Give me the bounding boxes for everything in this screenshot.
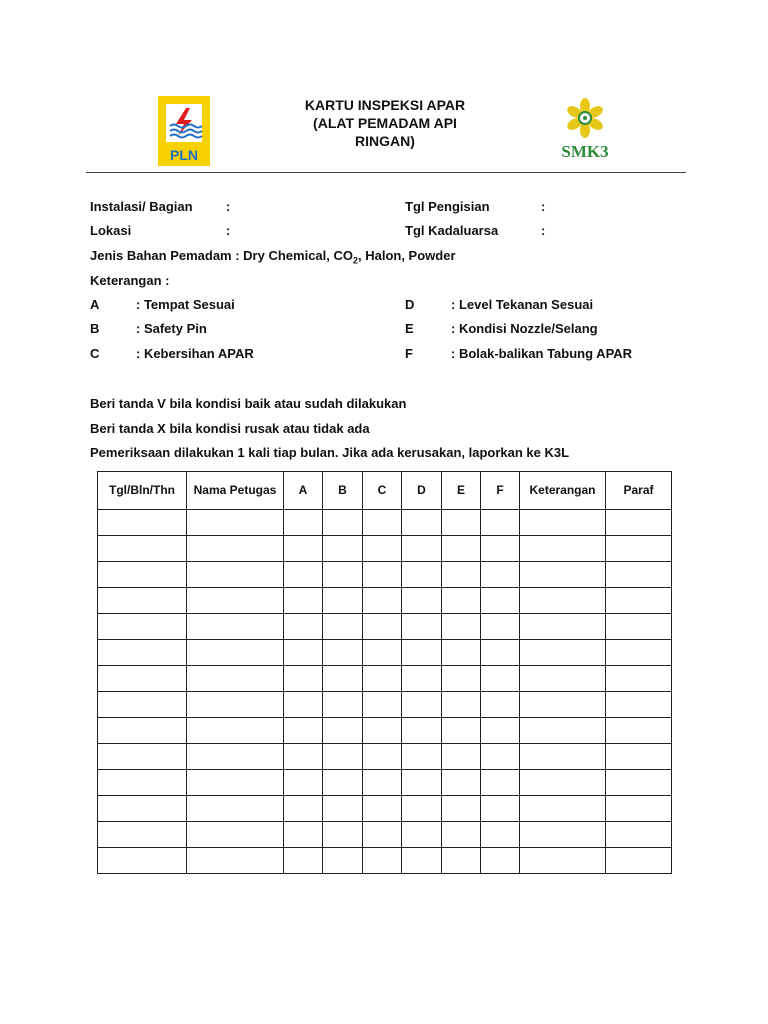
table-body [98,510,672,874]
table-cell[interactable] [323,614,363,640]
inspection-table [97,471,672,874]
header-e: E [442,472,481,510]
table-cell[interactable] [606,770,672,796]
table-cell[interactable] [363,822,402,848]
table-cell[interactable] [481,614,520,640]
header-c: C [363,472,402,510]
table-row [98,510,672,536]
table-cell[interactable] [481,692,520,718]
table-cell[interactable] [606,562,672,588]
table-header-row [98,472,672,510]
legend-code-d: D [405,297,415,312]
table-row [98,692,672,718]
table-cell[interactable] [284,614,323,640]
table-cell[interactable] [606,692,672,718]
table-cell[interactable] [520,718,606,744]
table-cell[interactable] [98,848,187,874]
header-d: D [402,472,442,510]
table-row [98,588,672,614]
table-cell[interactable] [187,614,284,640]
table-cell[interactable] [363,718,402,744]
table-cell[interactable] [402,770,442,796]
jenis-suffix: , Halon, Powder [358,248,456,263]
table-cell[interactable] [402,510,442,536]
smk3-logo-text: SMK3 [561,142,609,160]
table-cell[interactable] [187,536,284,562]
table-cell[interactable] [187,588,284,614]
table-cell[interactable] [284,536,323,562]
table-cell[interactable] [98,692,187,718]
tgl-pengisian-label: Tgl Pengisian [405,199,490,214]
table-cell[interactable] [442,822,481,848]
jenis-prefix: Jenis Bahan Pemadam : Dry Chemical, CO [90,248,353,263]
table-cell[interactable] [323,744,363,770]
table-row [98,536,672,562]
table-cell[interactable] [520,666,606,692]
table-cell[interactable] [402,666,442,692]
table-cell[interactable] [187,718,284,744]
table-cell[interactable] [363,770,402,796]
table-cell[interactable] [606,536,672,562]
table-cell[interactable] [520,510,606,536]
tgl-kadaluarsa-label: Tgl Kadaluarsa [405,223,499,238]
table-cell[interactable] [606,796,672,822]
table-cell[interactable] [363,744,402,770]
table-cell[interactable] [323,848,363,874]
table-cell[interactable] [481,640,520,666]
table-cell[interactable] [98,796,187,822]
legend-text-b: : Safety Pin [136,321,207,336]
legend-text-e: : Kondisi Nozzle/Selang [451,321,598,336]
table-cell[interactable] [363,536,402,562]
table-row [98,796,672,822]
table-cell[interactable] [520,848,606,874]
table-cell[interactable] [481,822,520,848]
table-cell[interactable] [187,796,284,822]
table-cell[interactable] [520,562,606,588]
tgl-kadaluarsa-colon: : [541,223,546,238]
title-line-2: (ALAT PEMADAM API [313,115,457,131]
header-f: F [481,472,520,510]
header-tgl: Tgl/Bln/Thn [98,472,187,510]
table-cell[interactable] [442,770,481,796]
table-cell[interactable] [442,744,481,770]
table-cell[interactable] [284,848,323,874]
table-row [98,718,672,744]
table-cell[interactable] [402,848,442,874]
table-cell[interactable] [98,770,187,796]
table-cell[interactable] [187,666,284,692]
table-cell[interactable] [481,848,520,874]
title-line-3: RINGAN) [355,133,415,149]
table-cell[interactable] [442,848,481,874]
table-cell[interactable] [323,562,363,588]
legend-code-f: F [405,346,413,361]
table-cell[interactable] [481,666,520,692]
table-cell[interactable] [323,822,363,848]
table-cell[interactable] [481,588,520,614]
table-cell[interactable] [442,562,481,588]
table-cell[interactable] [98,588,187,614]
jenis-bahan-pemadam [90,248,456,269]
table-row [98,822,672,848]
table-cell[interactable] [323,666,363,692]
table-cell[interactable] [323,588,363,614]
table-cell[interactable] [363,588,402,614]
legend-code-a: A [90,297,100,312]
header-paraf: Paraf [606,472,672,510]
smk3-logo [549,98,621,160]
table-cell[interactable] [481,718,520,744]
table-cell[interactable] [442,796,481,822]
header-divider [86,172,686,173]
table-cell[interactable] [363,796,402,822]
table-cell[interactable] [363,614,402,640]
table-cell[interactable] [98,718,187,744]
table-row [98,640,672,666]
table-cell[interactable] [323,692,363,718]
instalasi-label: Instalasi/ Bagian [90,199,193,214]
instalasi-colon: : [226,199,231,214]
table-cell[interactable] [284,562,323,588]
table-cell[interactable] [442,588,481,614]
table-cell[interactable] [323,536,363,562]
table-row [98,848,672,874]
document-title [260,96,510,150]
table-cell[interactable] [363,848,402,874]
table-cell[interactable] [481,796,520,822]
table-cell[interactable] [187,562,284,588]
keterangan-heading: Keterangan : [90,273,170,288]
pln-logo [158,96,210,166]
table-cell[interactable] [323,510,363,536]
header-keterangan: Keterangan [520,472,606,510]
table-cell[interactable] [520,822,606,848]
table-cell[interactable] [323,770,363,796]
tgl-pengisian-colon: : [541,199,546,214]
table-cell[interactable] [481,510,520,536]
table-cell[interactable] [402,822,442,848]
table-cell[interactable] [363,510,402,536]
table-cell[interactable] [442,510,481,536]
legend-code-b: B [90,321,100,336]
legend-code-c: C [90,346,100,361]
legend-code-e: E [405,321,414,336]
table-cell[interactable] [284,666,323,692]
table-cell[interactable] [520,640,606,666]
table-cell[interactable] [442,718,481,744]
table-cell[interactable] [187,744,284,770]
table-cell[interactable] [187,640,284,666]
table-cell[interactable] [187,848,284,874]
table-cell[interactable] [98,562,187,588]
table-cell[interactable] [520,796,606,822]
table-cell[interactable] [284,770,323,796]
table-cell[interactable] [402,718,442,744]
legend-text-a: : Tempat Sesuai [136,297,235,312]
header-b: B [323,472,363,510]
table-cell[interactable] [284,822,323,848]
table-cell[interactable] [402,588,442,614]
table-cell[interactable] [606,822,672,848]
table-cell[interactable] [98,614,187,640]
table-cell[interactable] [284,640,323,666]
table-cell[interactable] [481,770,520,796]
table-cell[interactable] [520,536,606,562]
table-cell[interactable] [442,640,481,666]
table-cell[interactable] [442,692,481,718]
table-cell[interactable] [606,588,672,614]
table-row [98,744,672,770]
table-cell[interactable] [284,718,323,744]
table-row [98,614,672,640]
table-cell[interactable] [363,666,402,692]
pln-logo-text: PLN [170,147,198,163]
table-cell[interactable] [323,718,363,744]
table-cell[interactable] [402,614,442,640]
table-cell[interactable] [606,744,672,770]
table-cell[interactable] [284,510,323,536]
table-cell[interactable] [187,770,284,796]
table-cell[interactable] [606,848,672,874]
table-cell[interactable] [98,536,187,562]
table-cell[interactable] [481,536,520,562]
table-cell[interactable] [442,666,481,692]
table-cell[interactable] [481,744,520,770]
legend-text-c: : Kebersihan APAR [136,346,254,361]
table-row [98,666,672,692]
table-row [98,562,672,588]
table-cell[interactable] [481,562,520,588]
legend-text-d: : Level Tekanan Sesuai [451,297,594,312]
instruction-schedule: Pemeriksaan dilakukan 1 kali tiap bulan. Jika ada kerusakan, laporkan ke K3L [90,445,570,460]
table-cell[interactable] [606,614,672,640]
table-cell[interactable] [98,640,187,666]
table-cell[interactable] [284,692,323,718]
table-cell[interactable] [187,692,284,718]
table-cell[interactable] [520,614,606,640]
table-cell[interactable] [442,536,481,562]
table-cell[interactable] [98,510,187,536]
table-cell[interactable] [98,744,187,770]
table-cell[interactable] [606,718,672,744]
table-cell[interactable] [323,640,363,666]
header-nama-petugas: Nama Petugas [187,472,284,510]
header-a: A [284,472,323,510]
table-cell[interactable] [363,692,402,718]
table-cell[interactable] [520,770,606,796]
table-cell[interactable] [284,588,323,614]
table-cell[interactable] [363,562,402,588]
table-cell[interactable] [98,822,187,848]
table-cell[interactable] [187,510,284,536]
table-cell[interactable] [402,744,442,770]
table-cell[interactable] [363,640,402,666]
table-cell[interactable] [402,536,442,562]
jenis-subscript: 2 [352,255,358,266]
table-cell[interactable] [520,744,606,770]
table-cell[interactable] [284,796,323,822]
table-cell[interactable] [606,640,672,666]
table-cell[interactable] [520,588,606,614]
table-row [98,770,672,796]
table-cell[interactable] [606,510,672,536]
title-line-1: KARTU INSPEKSI APAR [304,97,466,113]
table-cell[interactable] [187,822,284,848]
legend-text-f: : Bolak-balikan Tabung APAR [451,346,633,361]
table-cell[interactable] [442,614,481,640]
table-cell[interactable] [606,666,672,692]
table-cell[interactable] [402,640,442,666]
table-cell[interactable] [402,692,442,718]
lokasi-colon: : [226,223,231,238]
table-cell[interactable] [284,744,323,770]
table-cell[interactable] [402,796,442,822]
table-cell[interactable] [323,796,363,822]
table-cell[interactable] [98,666,187,692]
lokasi-label: Lokasi [90,223,132,238]
table-cell[interactable] [520,692,606,718]
table-cell[interactable] [402,562,442,588]
instruction-x: Beri tanda X bila kondisi rusak atau tidak ada [90,421,370,436]
instruction-v: Beri tanda V bila kondisi baik atau sudah dilakukan [90,396,407,411]
